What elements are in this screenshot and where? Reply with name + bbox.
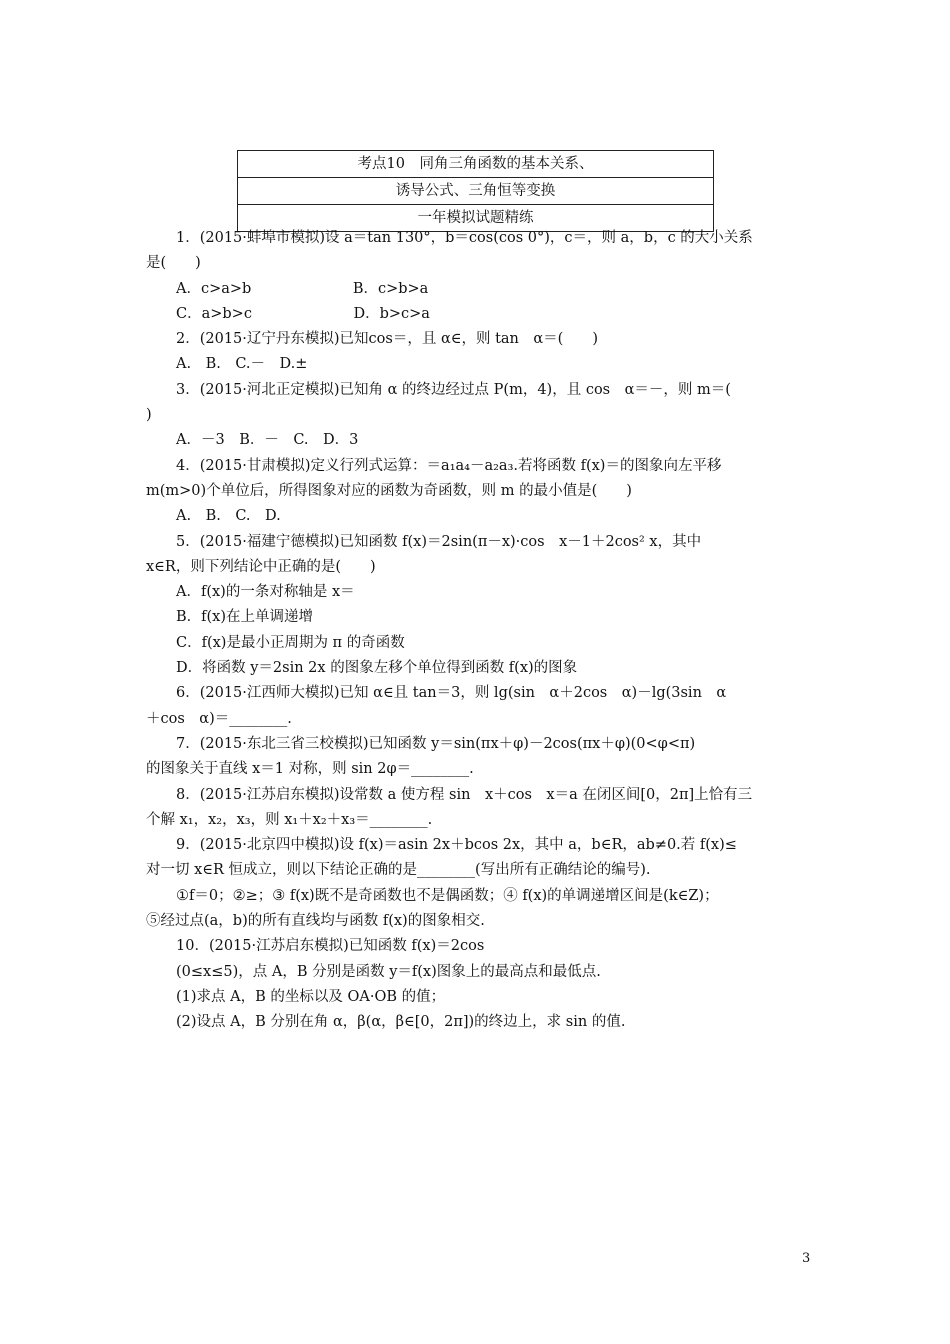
text-line: ⑤经过点(a，b)的所有直线均与函数 f(x)的图象相交. (146, 913, 485, 930)
text-line: C．a>b>c D．b>c>a (176, 305, 430, 322)
topic-title-line-2: 诱导公式、三角恒等变换 (238, 178, 713, 205)
text-line: m(m>0)个单位后，所得图象对应的函数为奇函数，则 m 的最小值是( ) (146, 482, 632, 499)
text-line: 7．(2015·东北三省三校模拟)已知函数 y＝sin(πx＋φ)－2cos(πx＋φ)(0<φ<π) (176, 735, 696, 752)
text-line: ①f＝0；②≥；③ f(x)既不是奇函数也不是偶函数；④ f(x)的单调递增区间是(k∈Z)； (176, 887, 719, 904)
text-line: 9．(2015·北京四中模拟)设 f(x)＝asin 2x＋bcos 2x，其中 a，b∈R，ab≠0.若 f(x)≤ (176, 837, 737, 854)
topic-title-line-1: 考点10 同角三角函数的基本关系、 (238, 151, 713, 178)
text-line: x∈R，则下列结论中正确的是( ) (146, 558, 376, 575)
text-line: (0≤x≤5)，点 A，B 分别是函数 y＝f(x)图象上的最高点和最低点. (176, 963, 601, 980)
text-line: (2)设点 A，B 分别在角 α，β(α，β∈[0，2π])的终边上，求 sin 的值. (176, 1014, 626, 1031)
text-line: 4．(2015·甘肃模拟)定义行列式运算：＝a₁a₄－a₂a₃.若将函数 f(x)＝的图象向左平移 (176, 457, 722, 474)
question-list (146, 226, 806, 1036)
text-line: A．－3 B．－ C. D．3 (176, 432, 359, 449)
text-line: 1．(2015·蚌埠市模拟)设 a＝tan 130°，b＝cos(cos 0°)，c＝，则 a，b，c 的大小关系 (176, 230, 753, 246)
text-line: 是( ) (146, 255, 201, 272)
text-line: A. B. C. D. (176, 508, 281, 525)
text-line: B．f(x)在上单调递增 (176, 609, 314, 626)
text-line: 10．(2015·江苏启东模拟)已知函数 f(x)＝2cos (176, 938, 485, 955)
text-line: ) (146, 407, 152, 424)
text-line: A．f(x)的一条对称轴是 x＝ (176, 584, 355, 601)
text-line: 6．(2015·江西师大模拟)已知 α∈且 tan＝3，则 lg(sin α＋2cos α)－lg(3sin α (176, 685, 727, 702)
topic-title-line-3: 一年模拟试题精练 (417, 210, 534, 226)
text-line: 个解 x₁，x₂，x₃，则 x₁＋x₂＋x₃＝________. (146, 811, 433, 828)
text-line: 对一切 x∈R 恒成立，则以下结论正确的是________(写出所有正确结论的编号). (146, 862, 651, 879)
text-line: 8．(2015·江苏启东模拟)设常数 a 使方程 sin x＋cos x＝a 在闭区间[0，2π]上恰有三 (176, 786, 753, 803)
page-number: 3 (802, 1251, 811, 1266)
topic-title-box (237, 150, 714, 232)
text-line: ＋cos α)＝________. (146, 710, 292, 727)
text-line: 2．(2015·辽宁丹东模拟)已知cos＝，且 α∈，则 tan α＝( ) (176, 331, 598, 348)
text-line: A．c>a>b B．c>b>a (176, 280, 429, 297)
text-line: 5．(2015·福建宁德模拟)已知函数 f(x)＝2sin(π－x)·cos x－1＋2cos² x，其中 (176, 533, 702, 550)
text-line: 的图象关于直线 x＝1 对称，则 sin 2φ＝________. (146, 761, 474, 778)
text-line: A. B. C.－ D.± (176, 356, 308, 373)
text-line: 3．(2015·河北正定模拟)已知角 α 的终边经过点 P(m，4)，且 cos α＝－，则 m＝( (176, 381, 731, 398)
text-line: D．将函数 y＝2sin 2x 的图象左移个单位得到函数 f(x)的图象 (176, 660, 578, 677)
text-line: (1)求点 A，B 的坐标以及 OA·OB 的值； (176, 988, 446, 1005)
text-line: C．f(x)是最小正周期为 π 的奇函数 (176, 634, 405, 651)
